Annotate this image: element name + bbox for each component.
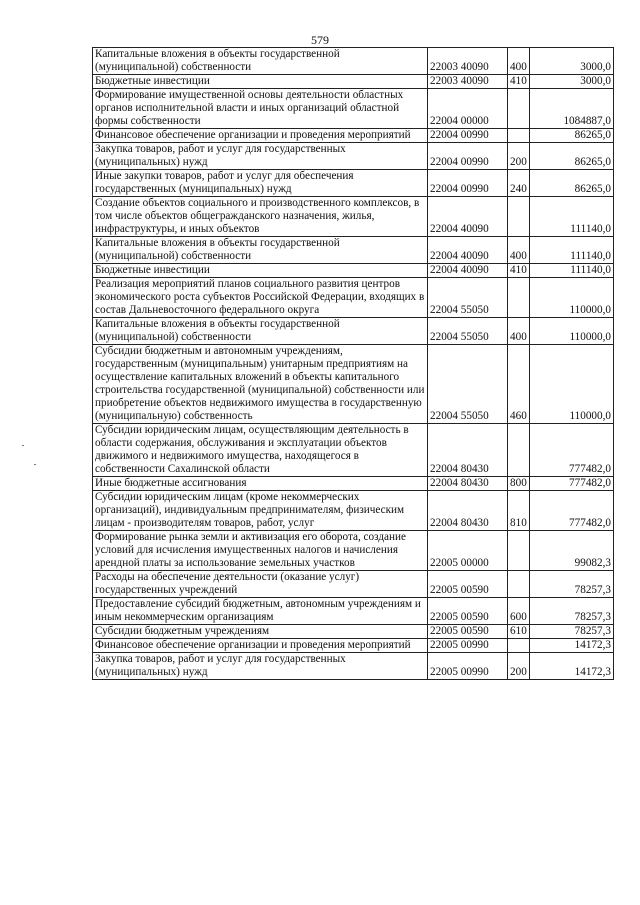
- row-name-cell: Формирование рынка земли и активизация его оборота, создание условий для исчисления имущественных налогов и начисления арендной платы за использование земельных участков: [93, 531, 428, 571]
- row-name-cell: Субсидии бюджетным учреждениям: [93, 625, 428, 639]
- row-name-cell: Иные бюджетные ассигнования: [93, 477, 428, 491]
- table-row: [93, 237, 614, 264]
- table-row: [93, 477, 614, 491]
- budget-table-body: [93, 48, 614, 680]
- row-sum-cell: 14172,3: [530, 639, 614, 653]
- row-sum-cell: 86265,0: [530, 170, 614, 197]
- row-expense-type-cell: 200: [508, 143, 530, 170]
- row-code-cell: 22005 00990: [428, 639, 508, 653]
- page-number: 579: [311, 33, 329, 47]
- row-expense-type-cell: [508, 571, 530, 598]
- table-row: [93, 424, 614, 477]
- row-name-cell: Бюджетные инвестиции: [93, 264, 428, 278]
- row-code-cell: 22004 40090: [428, 197, 508, 237]
- row-sum-cell: 3000,0: [530, 48, 614, 75]
- row-sum-cell: 14172,3: [530, 653, 614, 680]
- table-row: [93, 170, 614, 197]
- row-expense-type-cell: [508, 129, 530, 143]
- row-sum-cell: 99082,3: [530, 531, 614, 571]
- row-expense-type-cell: 200: [508, 653, 530, 680]
- table-row: [93, 264, 614, 278]
- row-expense-type-cell: 600: [508, 598, 530, 625]
- row-sum-cell: 110000,0: [530, 278, 614, 318]
- row-name-cell: Создание объектов социального и производственного комплексов, в том числе объектов общегражданского назначения, жилья, инфраструктуры, и иных объектов: [93, 197, 428, 237]
- row-code-cell: 22004 00990: [428, 170, 508, 197]
- row-sum-cell: 777482,0: [530, 477, 614, 491]
- row-code-cell: 22004 00000: [428, 89, 508, 129]
- row-sum-cell: 111140,0: [530, 197, 614, 237]
- row-code-cell: 22005 00000: [428, 531, 508, 571]
- row-expense-type-cell: 240: [508, 170, 530, 197]
- row-code-cell: 22004 00990: [428, 129, 508, 143]
- row-expense-type-cell: 410: [508, 75, 530, 89]
- row-sum-cell: 777482,0: [530, 491, 614, 531]
- row-code-cell: 22004 40090: [428, 237, 508, 264]
- row-code-cell: 22005 00590: [428, 625, 508, 639]
- table-row: [93, 318, 614, 345]
- row-sum-cell: 1084887,0: [530, 89, 614, 129]
- row-code-cell: 22004 00990: [428, 143, 508, 170]
- row-name-cell: Бюджетные инвестиции: [93, 75, 428, 89]
- table-row: [93, 75, 614, 89]
- row-name-cell: Иные закупки товаров, работ и услуг для обеспечения государственных (муниципальных) нужд: [93, 170, 428, 197]
- scan-speck: [34, 464, 36, 465]
- scan-speck: [22, 445, 24, 446]
- row-code-cell: 22004 55050: [428, 278, 508, 318]
- row-name-cell: Формирование имущественной основы деятельности областных органов исполнительной власти и иных организаций областной формы собственности: [93, 89, 428, 129]
- row-sum-cell: 78257,3: [530, 625, 614, 639]
- row-sum-cell: 3000,0: [530, 75, 614, 89]
- row-expense-type-cell: 400: [508, 48, 530, 75]
- row-name-cell: Капитальные вложения в объекты государственной (муниципальной) собственности: [93, 48, 428, 75]
- row-expense-type-cell: 800: [508, 477, 530, 491]
- table-row: [93, 639, 614, 653]
- row-code-cell: 22004 80430: [428, 477, 508, 491]
- table-row: [93, 129, 614, 143]
- row-expense-type-cell: [508, 89, 530, 129]
- row-expense-type-cell: 610: [508, 625, 530, 639]
- row-sum-cell: 86265,0: [530, 129, 614, 143]
- row-expense-type-cell: [508, 424, 530, 477]
- row-sum-cell: 111140,0: [530, 264, 614, 278]
- row-code-cell: 22004 80430: [428, 491, 508, 531]
- table-row: [93, 278, 614, 318]
- row-sum-cell: 111140,0: [530, 237, 614, 264]
- table-row: [93, 598, 614, 625]
- row-expense-type-cell: 810: [508, 491, 530, 531]
- row-expense-type-cell: [508, 639, 530, 653]
- row-name-cell: Закупка товаров, работ и услуг для государственных (муниципальных) нужд: [93, 143, 428, 170]
- table-row: [93, 491, 614, 531]
- row-expense-type-cell: [508, 197, 530, 237]
- row-expense-type-cell: 410: [508, 264, 530, 278]
- row-name-cell: Субсидии юридическим лицам, осуществляющим деятельность в области содержания, обслуживания и эксплуатации объектов движимого и недвижимого имущества, находящегося в собственности Сахалинской области: [93, 424, 428, 477]
- table-row: [93, 89, 614, 129]
- row-sum-cell: 110000,0: [530, 345, 614, 424]
- row-code-cell: 22005 00590: [428, 598, 508, 625]
- row-name-cell: Субсидии бюджетным и автономным учреждениям, государственным (муниципальным) унитарным предприятиям на осуществление капитальных вложений в объекты капитального строительства государственной (муниципальной) собственности или приобретение объектов недвижимого имущества в государственную (муниципальную) собственность: [93, 345, 428, 424]
- budget-table: [92, 47, 614, 680]
- table-row: [93, 345, 614, 424]
- table-row: [93, 48, 614, 75]
- row-name-cell: Реализация мероприятий планов социального развития центров экономического роста субъектов Российской Федерации, входящих в состав Дальневосточного федерального округа: [93, 278, 428, 318]
- row-name-cell: Финансовое обеспечение организации и проведения мероприятий: [93, 129, 428, 143]
- row-sum-cell: 78257,3: [530, 571, 614, 598]
- row-name-cell: Предоставление субсидий бюджетным, автономным учреждениям и иным некоммерческим организациям: [93, 598, 428, 625]
- row-name-cell: Расходы на обеспечение деятельности (оказание услуг) государственных учреждений: [93, 571, 428, 598]
- row-code-cell: 22004 55050: [428, 345, 508, 424]
- row-code-cell: 22004 80430: [428, 424, 508, 477]
- row-expense-type-cell: 460: [508, 345, 530, 424]
- row-expense-type-cell: 400: [508, 318, 530, 345]
- row-name-cell: Капитальные вложения в объекты государственной (муниципальной) собственности: [93, 318, 428, 345]
- row-name-cell: Финансовое обеспечение организации и проведения мероприятий: [93, 639, 428, 653]
- row-code-cell: 22004 40090: [428, 264, 508, 278]
- row-code-cell: 22003 40090: [428, 48, 508, 75]
- table-row: [93, 143, 614, 170]
- row-sum-cell: 110000,0: [530, 318, 614, 345]
- table-row: [93, 653, 614, 680]
- table-row: [93, 571, 614, 598]
- table-row: [93, 531, 614, 571]
- row-name-cell: Закупка товаров, работ и услуг для государственных (муниципальных) нужд: [93, 653, 428, 680]
- row-expense-type-cell: [508, 278, 530, 318]
- row-sum-cell: 78257,3: [530, 598, 614, 625]
- row-code-cell: 22004 55050: [428, 318, 508, 345]
- row-code-cell: 22003 40090: [428, 75, 508, 89]
- row-name-cell: Субсидии юридическим лицам (кроме некоммерческих организаций), индивидуальным предпринимателям, физическим лицам - производителям товаров, работ, услуг: [93, 491, 428, 531]
- row-sum-cell: 777482,0: [530, 424, 614, 477]
- table-row: [93, 625, 614, 639]
- row-sum-cell: 86265,0: [530, 143, 614, 170]
- row-name-cell: Капитальные вложения в объекты государственной (муниципальной) собственности: [93, 237, 428, 264]
- table-row: [93, 197, 614, 237]
- row-expense-type-cell: 400: [508, 237, 530, 264]
- row-expense-type-cell: [508, 531, 530, 571]
- row-code-cell: 22005 00590: [428, 571, 508, 598]
- row-code-cell: 22005 00990: [428, 653, 508, 680]
